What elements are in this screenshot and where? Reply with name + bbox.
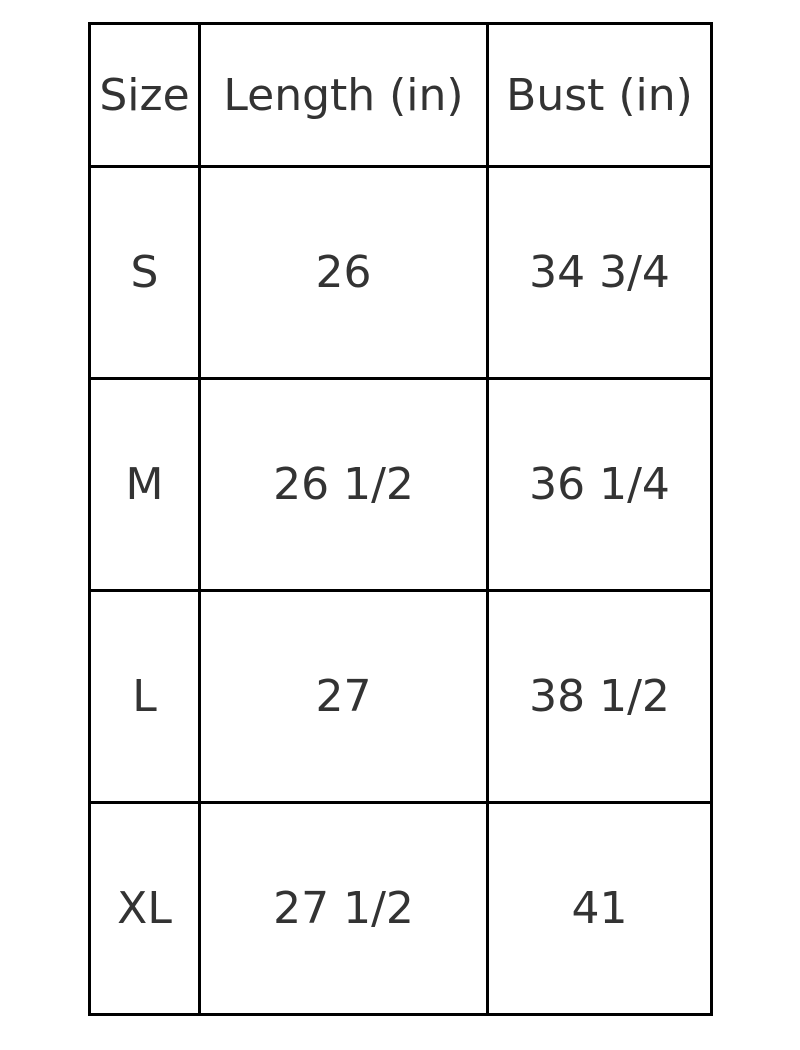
size-cell: XL [90, 803, 200, 1015]
column-header-length: Length (in) [200, 24, 488, 167]
column-header-bust: Bust (in) [488, 24, 712, 167]
size-cell: M [90, 379, 200, 591]
bust-cell: 38 1/2 [488, 591, 712, 803]
length-cell: 27 1/2 [200, 803, 488, 1015]
table-row-m [90, 379, 712, 591]
size-chart-table [88, 22, 713, 1016]
table-row-l [90, 591, 712, 803]
bust-cell: 41 [488, 803, 712, 1015]
length-cell: 26 1/2 [200, 379, 488, 591]
length-cell: 27 [200, 591, 488, 803]
bust-cell: 36 1/4 [488, 379, 712, 591]
length-cell: 26 [200, 167, 488, 379]
bust-cell: 34 3/4 [488, 167, 712, 379]
size-cell: S [90, 167, 200, 379]
column-header-size: Size [90, 24, 200, 167]
size-cell: L [90, 591, 200, 803]
header-row [90, 24, 712, 167]
table-row-xl [90, 803, 712, 1015]
table-row-s [90, 167, 712, 379]
